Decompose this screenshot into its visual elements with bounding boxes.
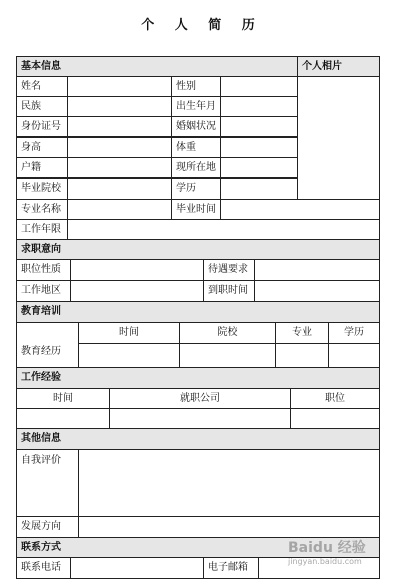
header-edu-school: 院校 [179,322,276,344]
section-work-experience: 工作经验 [16,367,380,389]
label-email: 电子邮箱 [203,557,259,579]
field-marital[interactable] [220,116,298,137]
label-education-history: 教育经历 [16,322,79,368]
field-height[interactable] [67,137,172,158]
label-position-type: 职位性质 [16,259,71,281]
section-job-intent: 求职意向 [16,239,380,260]
field-ethnicity[interactable] [67,96,172,117]
label-self-evaluation: 自我评价 [16,449,79,517]
header-work-time: 时间 [16,388,110,409]
label-school: 毕业院校 [16,178,68,200]
header-work-company: 就职公司 [109,388,291,409]
label-ethnicity: 民族 [16,96,68,117]
section-photo: 个人相片 [297,56,380,77]
field-name[interactable] [67,76,172,97]
field-work-years[interactable] [67,219,380,240]
field-edu-degree[interactable] [328,343,380,368]
label-start-time: 到职时间 [203,280,255,302]
field-major[interactable] [67,199,172,220]
label-hukou: 户籍 [16,157,68,178]
label-work-years: 工作年限 [16,219,68,240]
label-id-number: 身份证号 [16,116,68,137]
field-id-number[interactable] [67,116,172,137]
field-gender[interactable] [220,76,298,97]
label-phone: 联系电话 [16,557,71,579]
resume-title: 个 人 简 历 [141,18,263,33]
label-gender: 性别 [171,76,221,97]
header-work-position: 职位 [290,388,380,409]
section-basic-info: 基本信息 [16,56,298,77]
field-start-time[interactable] [254,280,380,302]
label-marital: 婚姻状况 [171,116,221,137]
field-work-position[interactable] [290,408,380,429]
field-birth[interactable] [220,96,298,117]
field-work-time[interactable] [16,408,110,429]
field-work-area[interactable] [70,280,204,302]
field-phone[interactable] [70,557,204,579]
label-development: 发展方向 [16,516,79,538]
label-birth: 出生年月 [171,96,221,117]
section-education: 教育培训 [16,301,380,323]
label-major: 专业名称 [16,199,68,220]
label-grad-time: 毕业时间 [171,199,221,220]
section-other-info: 其他信息 [16,428,380,450]
label-height: 身高 [16,137,68,158]
label-residence: 现所在地 [171,157,221,178]
header-edu-degree: 学历 [328,322,380,344]
field-salary[interactable] [254,259,380,281]
photo-box[interactable] [297,76,380,200]
field-grad-time[interactable] [220,199,380,220]
header-edu-time: 时间 [78,322,180,344]
watermark-logo: Baidu 经验 [288,540,366,556]
field-edu-time[interactable] [78,343,180,368]
label-work-area: 工作地区 [16,280,71,302]
label-salary: 待遇要求 [203,259,255,281]
field-work-company[interactable] [109,408,291,429]
field-edu-major[interactable] [275,343,329,368]
field-development[interactable] [78,516,380,538]
section-contact: 联系方式 [16,537,380,558]
field-weight[interactable] [220,137,298,158]
field-edu-school[interactable] [179,343,276,368]
field-degree[interactable] [220,178,298,200]
watermark-url: jingyan.baidu.com [288,557,362,566]
label-name: 姓名 [16,76,68,97]
label-degree: 学历 [171,178,221,200]
field-position-type[interactable] [70,259,204,281]
field-residence[interactable] [220,157,298,178]
field-hukou[interactable] [67,157,172,178]
label-weight: 体重 [171,137,221,158]
header-edu-major: 专业 [275,322,329,344]
field-school[interactable] [67,178,172,200]
field-self-evaluation[interactable] [78,449,380,517]
